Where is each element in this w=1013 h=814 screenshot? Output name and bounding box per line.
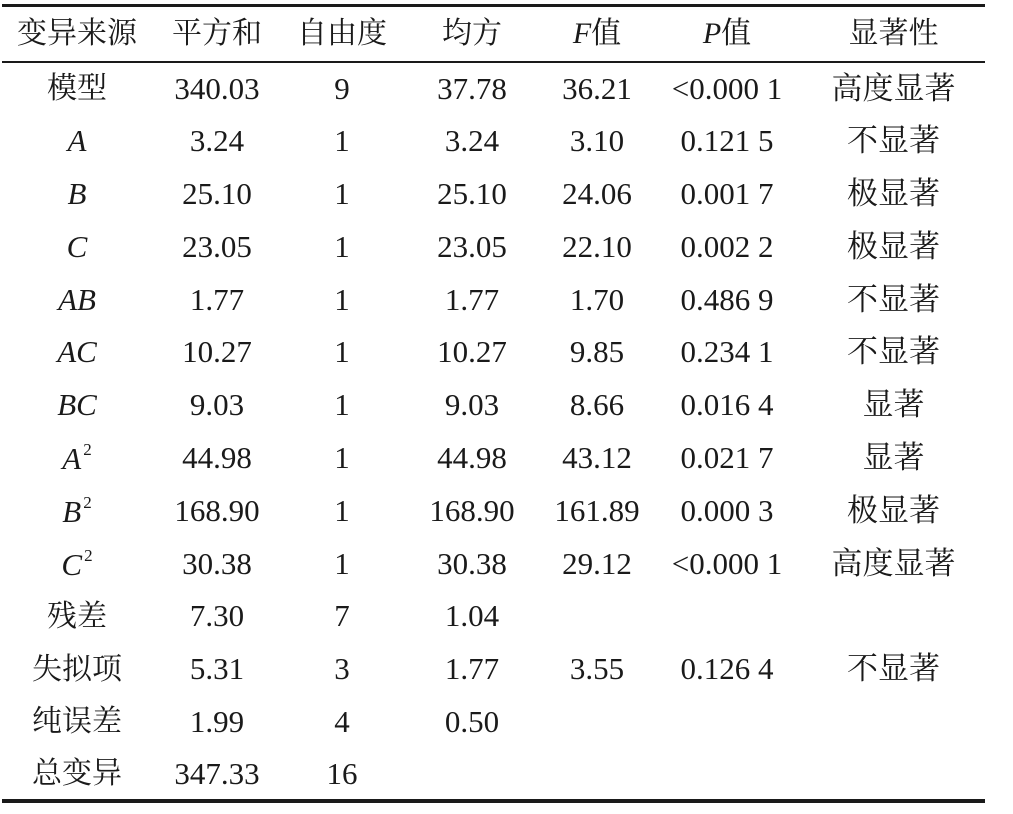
table-row [2, 695, 985, 748]
source-label: 失拟项 [32, 651, 122, 687]
source-label: C [61, 546, 83, 582]
cell-p-value: 0.016 4 [680, 387, 774, 423]
cell-significance: 极显著 [847, 228, 940, 264]
cell-p-value: 0.021 7 [680, 439, 774, 475]
cell-source [2, 695, 152, 748]
cell-p-value: 0.000 3 [680, 492, 774, 528]
cell-significance: 不显著 [847, 651, 940, 687]
source-label: A [67, 123, 87, 159]
cell-mean-square: 1.04 [444, 598, 500, 634]
cell-sum-of-squares: 168.90 [174, 492, 260, 528]
table-row [2, 167, 985, 220]
cell-f-value [542, 748, 652, 801]
cell-source [2, 220, 152, 273]
table-row [2, 537, 985, 590]
cell-source [2, 167, 152, 220]
cell-p-value: 0.002 2 [680, 228, 774, 264]
cell-p-value: <0.000 1 [671, 545, 783, 581]
header-row [2, 6, 985, 62]
cell-mean-square: 37.78 [437, 70, 507, 106]
header-significance: 显著性 [802, 6, 985, 62]
cell-f-value: 24.06 [562, 175, 632, 211]
cell-sum-of-squares: 44.98 [182, 439, 252, 475]
cell-degrees-of-freedom: 1 [334, 281, 350, 317]
cell-mean-square [402, 748, 542, 801]
cell-degrees-of-freedom: 1 [334, 334, 350, 370]
source-label: AC [57, 334, 97, 370]
cell-significance: 极显著 [847, 492, 940, 528]
source-superscript: 2 [83, 492, 92, 512]
cell-f-value: 9.85 [569, 334, 625, 370]
cell-significance: 高度显著 [831, 545, 956, 581]
cell-f-value [542, 589, 652, 642]
cell-f-value: 8.66 [569, 387, 625, 423]
cell-mean-square: 1.77 [444, 651, 500, 687]
header-degrees-of-freedom: 自由度 [282, 6, 402, 62]
cell-significance: 不显著 [847, 123, 940, 159]
cell-degrees-of-freedom: 16 [282, 748, 402, 801]
cell-mean-square: 168.90 [429, 492, 515, 528]
table-row [2, 378, 985, 431]
cell-f-value: 3.10 [569, 123, 625, 159]
cell-mean-square: 0.50 [444, 703, 500, 739]
table-row [2, 220, 985, 273]
cell-source [2, 62, 152, 115]
cell-source [2, 537, 152, 590]
table-row [2, 325, 985, 378]
cell-source [2, 431, 152, 484]
cell-significance: 显著 [862, 439, 925, 475]
cell-mean-square: 1.77 [444, 281, 500, 317]
cell-source [2, 484, 152, 537]
header-source: 变异来源 [2, 6, 152, 62]
source-label: C [66, 228, 88, 264]
cell-degrees-of-freedom: 9 [334, 70, 350, 106]
cell-degrees-of-freedom: 1 [334, 439, 350, 475]
source-superscript: 2 [84, 545, 93, 565]
table-row [2, 431, 985, 484]
cell-p-value [652, 748, 802, 801]
cell-degrees-of-freedom: 1 [334, 492, 350, 528]
cell-sum-of-squares: 1.77 [189, 281, 245, 317]
cell-p-value: <0.000 1 [671, 70, 783, 106]
header-p-suffix: 值 [721, 15, 752, 51]
cell-significance: 高度显著 [831, 70, 956, 106]
table-row [2, 62, 985, 115]
source-label: A [62, 440, 82, 476]
cell-sum-of-squares: 10.27 [182, 334, 252, 370]
cell-mean-square: 10.27 [437, 334, 507, 370]
source-label: BC [57, 387, 97, 423]
cell-f-value: 161.89 [554, 492, 640, 528]
table-header [2, 6, 985, 62]
cell-sum-of-squares: 7.30 [189, 598, 245, 634]
table-body [2, 62, 985, 801]
cell-f-value: 3.55 [569, 651, 625, 687]
cell-p-value: 0.126 4 [680, 651, 774, 687]
cell-f-value: 29.12 [562, 545, 632, 581]
cell-p-value [652, 695, 802, 748]
cell-sum-of-squares: 25.10 [182, 175, 252, 211]
table-row [2, 273, 985, 326]
cell-f-value: 1.70 [569, 281, 625, 317]
source-label: AB [58, 281, 96, 317]
cell-sum-of-squares: 347.33 [152, 748, 282, 801]
cell-significance [802, 695, 985, 748]
cell-degrees-of-freedom: 4 [334, 703, 350, 739]
cell-mean-square: 25.10 [437, 175, 507, 211]
cell-mean-square: 3.24 [444, 123, 500, 159]
cell-p-value: 0.121 5 [680, 123, 774, 159]
cell-significance [802, 748, 985, 801]
cell-source [2, 589, 152, 642]
cell-f-value: 43.12 [562, 439, 632, 475]
header-sum-of-squares: 平方和 [152, 6, 282, 62]
cell-degrees-of-freedom: 1 [334, 228, 350, 264]
cell-f-value: 22.10 [562, 228, 632, 264]
cell-mean-square: 23.05 [437, 228, 507, 264]
table-row [2, 114, 985, 167]
table-row [2, 748, 985, 801]
header-f-suffix: 值 [591, 15, 622, 51]
cell-source [2, 748, 152, 801]
header-p-letter: P [702, 16, 722, 50]
table-row [2, 484, 985, 537]
cell-significance: 不显著 [847, 334, 940, 370]
table-row [2, 642, 985, 695]
table-row [2, 589, 985, 642]
cell-source [2, 378, 152, 431]
source-label: B [62, 493, 82, 529]
cell-significance: 极显著 [847, 175, 940, 211]
cell-sum-of-squares: 1.99 [189, 703, 245, 739]
cell-p-value [652, 589, 802, 642]
header-mean-square: 均方 [402, 6, 542, 62]
cell-sum-of-squares: 3.24 [189, 123, 245, 159]
cell-degrees-of-freedom: 1 [334, 123, 350, 159]
cell-mean-square: 44.98 [437, 439, 507, 475]
header-p-value [652, 6, 802, 62]
anova-table [2, 4, 985, 803]
cell-degrees-of-freedom: 3 [334, 651, 350, 687]
cell-p-value: 0.486 9 [680, 281, 774, 317]
cell-sum-of-squares: 23.05 [182, 228, 252, 264]
source-label: 总变异 [32, 756, 122, 792]
cell-significance: 不显著 [847, 281, 940, 317]
source-label: 模型 [47, 71, 107, 107]
cell-mean-square: 30.38 [437, 545, 507, 581]
cell-significance [802, 589, 985, 642]
cell-degrees-of-freedom: 1 [334, 545, 350, 581]
cell-degrees-of-freedom: 1 [334, 387, 350, 423]
cell-source [2, 325, 152, 378]
source-label: 残差 [47, 598, 107, 634]
source-label: B [67, 175, 87, 211]
header-f-value [542, 6, 652, 62]
cell-significance: 显著 [862, 387, 925, 423]
cell-degrees-of-freedom: 7 [334, 598, 350, 634]
cell-source [2, 273, 152, 326]
cell-mean-square: 9.03 [444, 387, 500, 423]
cell-sum-of-squares: 340.03 [174, 70, 260, 106]
cell-sum-of-squares: 5.31 [189, 651, 245, 687]
cell-p-value: 0.001 7 [680, 175, 774, 211]
cell-sum-of-squares: 30.38 [182, 545, 252, 581]
cell-source [2, 642, 152, 695]
cell-f-value: 36.21 [562, 70, 632, 106]
header-f-letter: F [572, 16, 592, 50]
cell-source [2, 114, 152, 167]
cell-p-value: 0.234 1 [680, 334, 774, 370]
cell-f-value [542, 695, 652, 748]
source-superscript: 2 [83, 439, 92, 459]
cell-sum-of-squares: 9.03 [189, 387, 245, 423]
source-label: 纯误差 [32, 704, 122, 740]
cell-degrees-of-freedom: 1 [334, 175, 350, 211]
